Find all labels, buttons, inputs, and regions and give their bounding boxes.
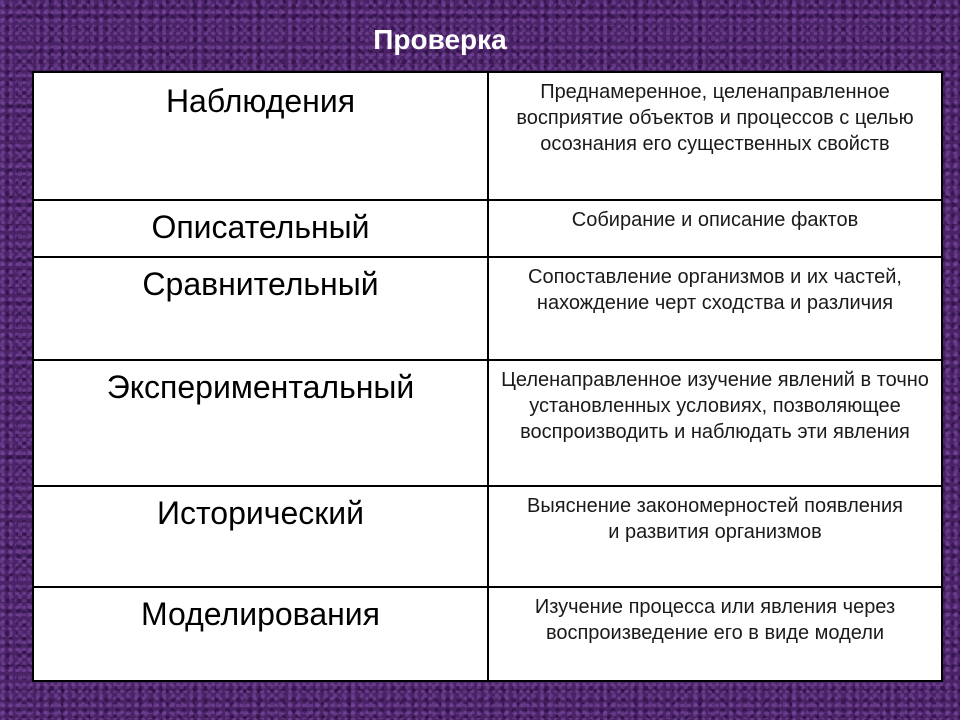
method-description: Сопоставление организмов и их частей, нахождение черт сходства и различия bbox=[528, 266, 902, 314]
method-name: Моделирования bbox=[34, 588, 489, 682]
method-name: Экспериментальный bbox=[34, 361, 489, 485]
method-description: Выяснение закономерностей появления и развития организмов bbox=[527, 495, 903, 543]
table-row bbox=[34, 258, 941, 361]
method-description: Преднамеренное, целенаправленное восприятие объектов и процессов с целью осознания его существенных свойств bbox=[516, 81, 914, 155]
page-title: Проверка bbox=[373, 24, 507, 55]
table-row bbox=[34, 361, 941, 487]
method-description: Целенаправленное изучение явлений в точно установленных условиях, позволяющее воспроизводить и наблюдать эти явления bbox=[501, 369, 929, 443]
method-name: Исторический bbox=[34, 487, 489, 586]
method-name: Описательный bbox=[34, 201, 489, 256]
table-row bbox=[34, 73, 941, 201]
methods-table bbox=[32, 71, 943, 682]
table-row bbox=[34, 487, 941, 588]
method-name: Сравнительный bbox=[34, 258, 489, 359]
table-row bbox=[34, 201, 941, 258]
table-row bbox=[34, 588, 941, 682]
method-name: Наблюдения bbox=[34, 73, 489, 199]
method-description: Изучение процесса или явления через воспроизведение его в виде модели bbox=[534, 596, 896, 644]
method-description: Собирание и описание фактов bbox=[571, 209, 859, 231]
